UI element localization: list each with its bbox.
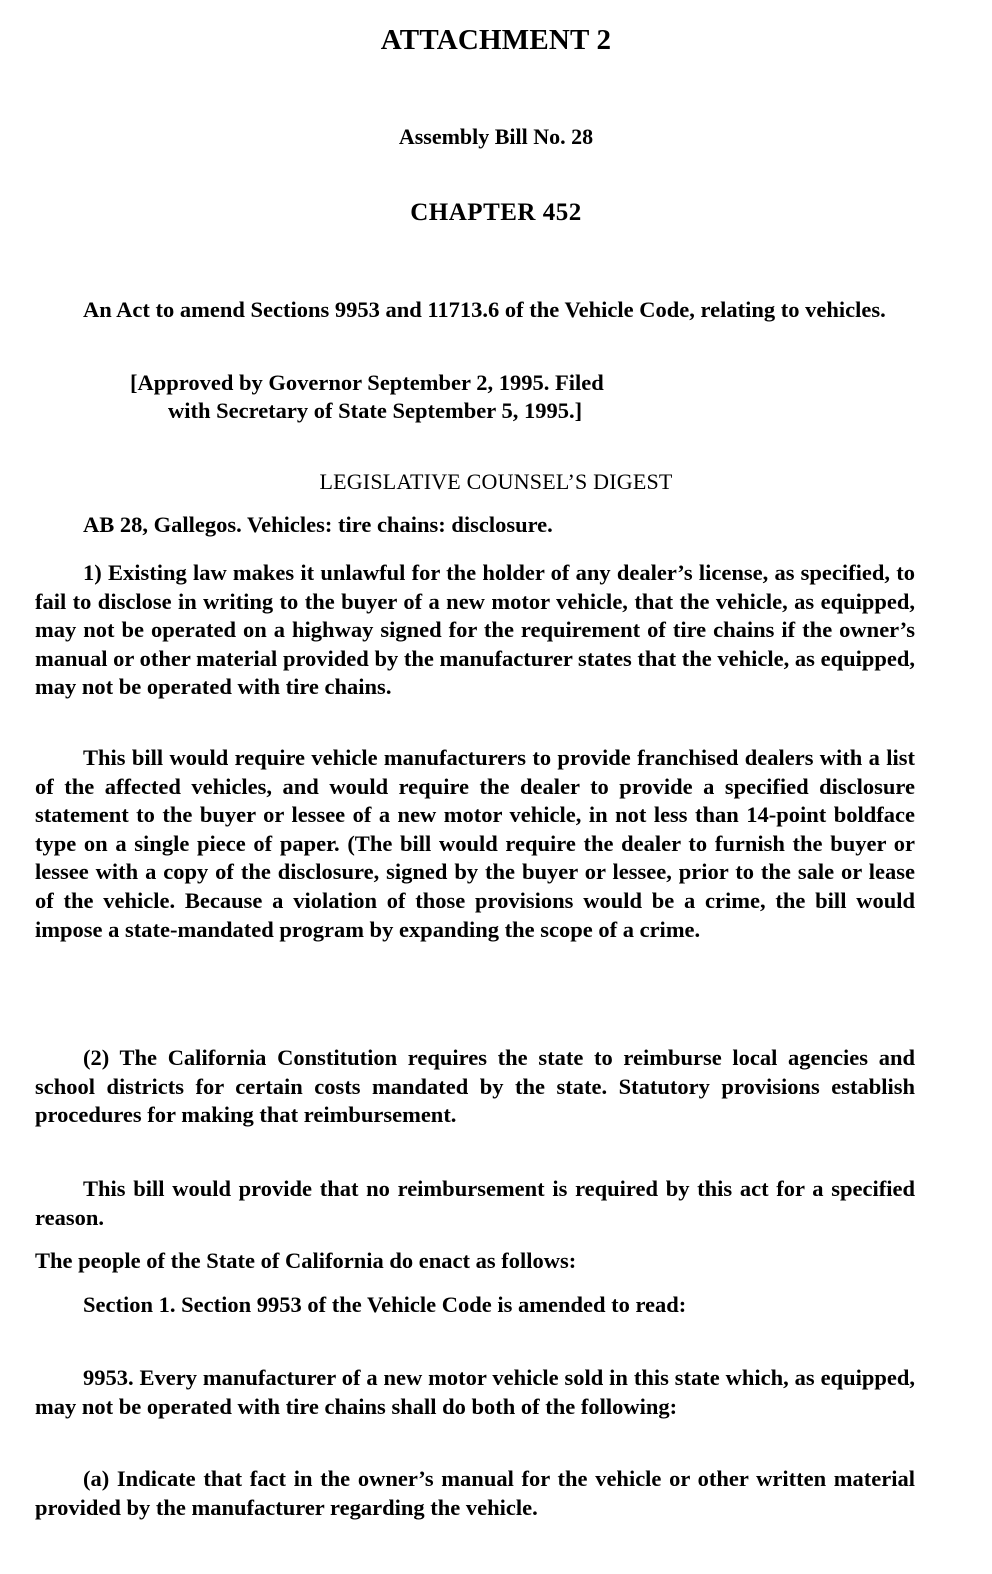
section-1: Section 1. Section 9953 of the Vehicle Code is amended to read: (83, 1292, 687, 1317)
code-section-9953: 9953. Every manufacturer of a new motor vehicle sold in this state which, as equipped, may not be operated with tire chains shall do both of the following: (35, 1365, 915, 1419)
digest-paragraph-4: This bill would provide that no reimbursement is required by this act for a specified reason. (35, 1176, 915, 1230)
act-title: An Act to amend Sections 9953 and 11713.6 of the Vehicle Code, relating to vehicles. (83, 297, 886, 322)
digest-summary: AB 28, Gallegos. Vehicles: tire chains: disclosure. (83, 512, 553, 537)
approval-line-1: [Approved by Governor September 2, 1995. Filed (130, 370, 604, 395)
enacting-clause: The people of the State of California do enact as follows: (35, 1248, 577, 1273)
subsection-a: (a) Indicate that fact in the owner’s manual for the vehicle or other written material provided by the manufacturer regarding the vehicle. (35, 1466, 915, 1520)
approval-note (130, 369, 810, 425)
chapter-heading: CHAPTER 452 (410, 199, 582, 226)
digest-heading: LEGISLATIVE COUNSEL’S DIGEST (319, 469, 673, 494)
approval-line-2: with Secretary of State September 5, 1995.] (168, 398, 583, 423)
digest-paragraph-3: (2) The California Constitution requires the state to reimburse local agencies and school districts for certain costs mandated by the state. Statutory provisions establish procedures for making that reimbursement. (35, 1045, 915, 1128)
digest-paragraph-2: This bill would require vehicle manufacturers to provide franchised dealers with a list of the affected vehicles, and would require the dealer to provide a specified disclosure statement to the buyer or lessee of a new motor vehicle, in not less than 14-point boldface type on a single piece of paper. (The bill would require the dealer to furnish the buyer or lessee with a copy of the disclosure, signed by the buyer or lessee, prior to the sale or lease of the vehicle. Because a violation of those provisions would be a crime, the bill would impose a state-mandated program by expanding the scope of a crime. (35, 745, 915, 942)
attachment-heading: ATTACHMENT 2 (380, 24, 612, 56)
digest-paragraph-1: 1) Existing law makes it unlawful for the holder of any dealer’s license, as specified, to fail to disclose in writing to the buyer of a new motor vehicle, that the vehicle, as equipped, may not be operated on a highway signed for the requirement of tire chains if the owner’s manual or other material provided by the manufacturer states that the vehicle, as equipped, may not be operated with tire chains. (35, 560, 915, 700)
bill-number: Assembly Bill No. 28 (398, 124, 594, 149)
